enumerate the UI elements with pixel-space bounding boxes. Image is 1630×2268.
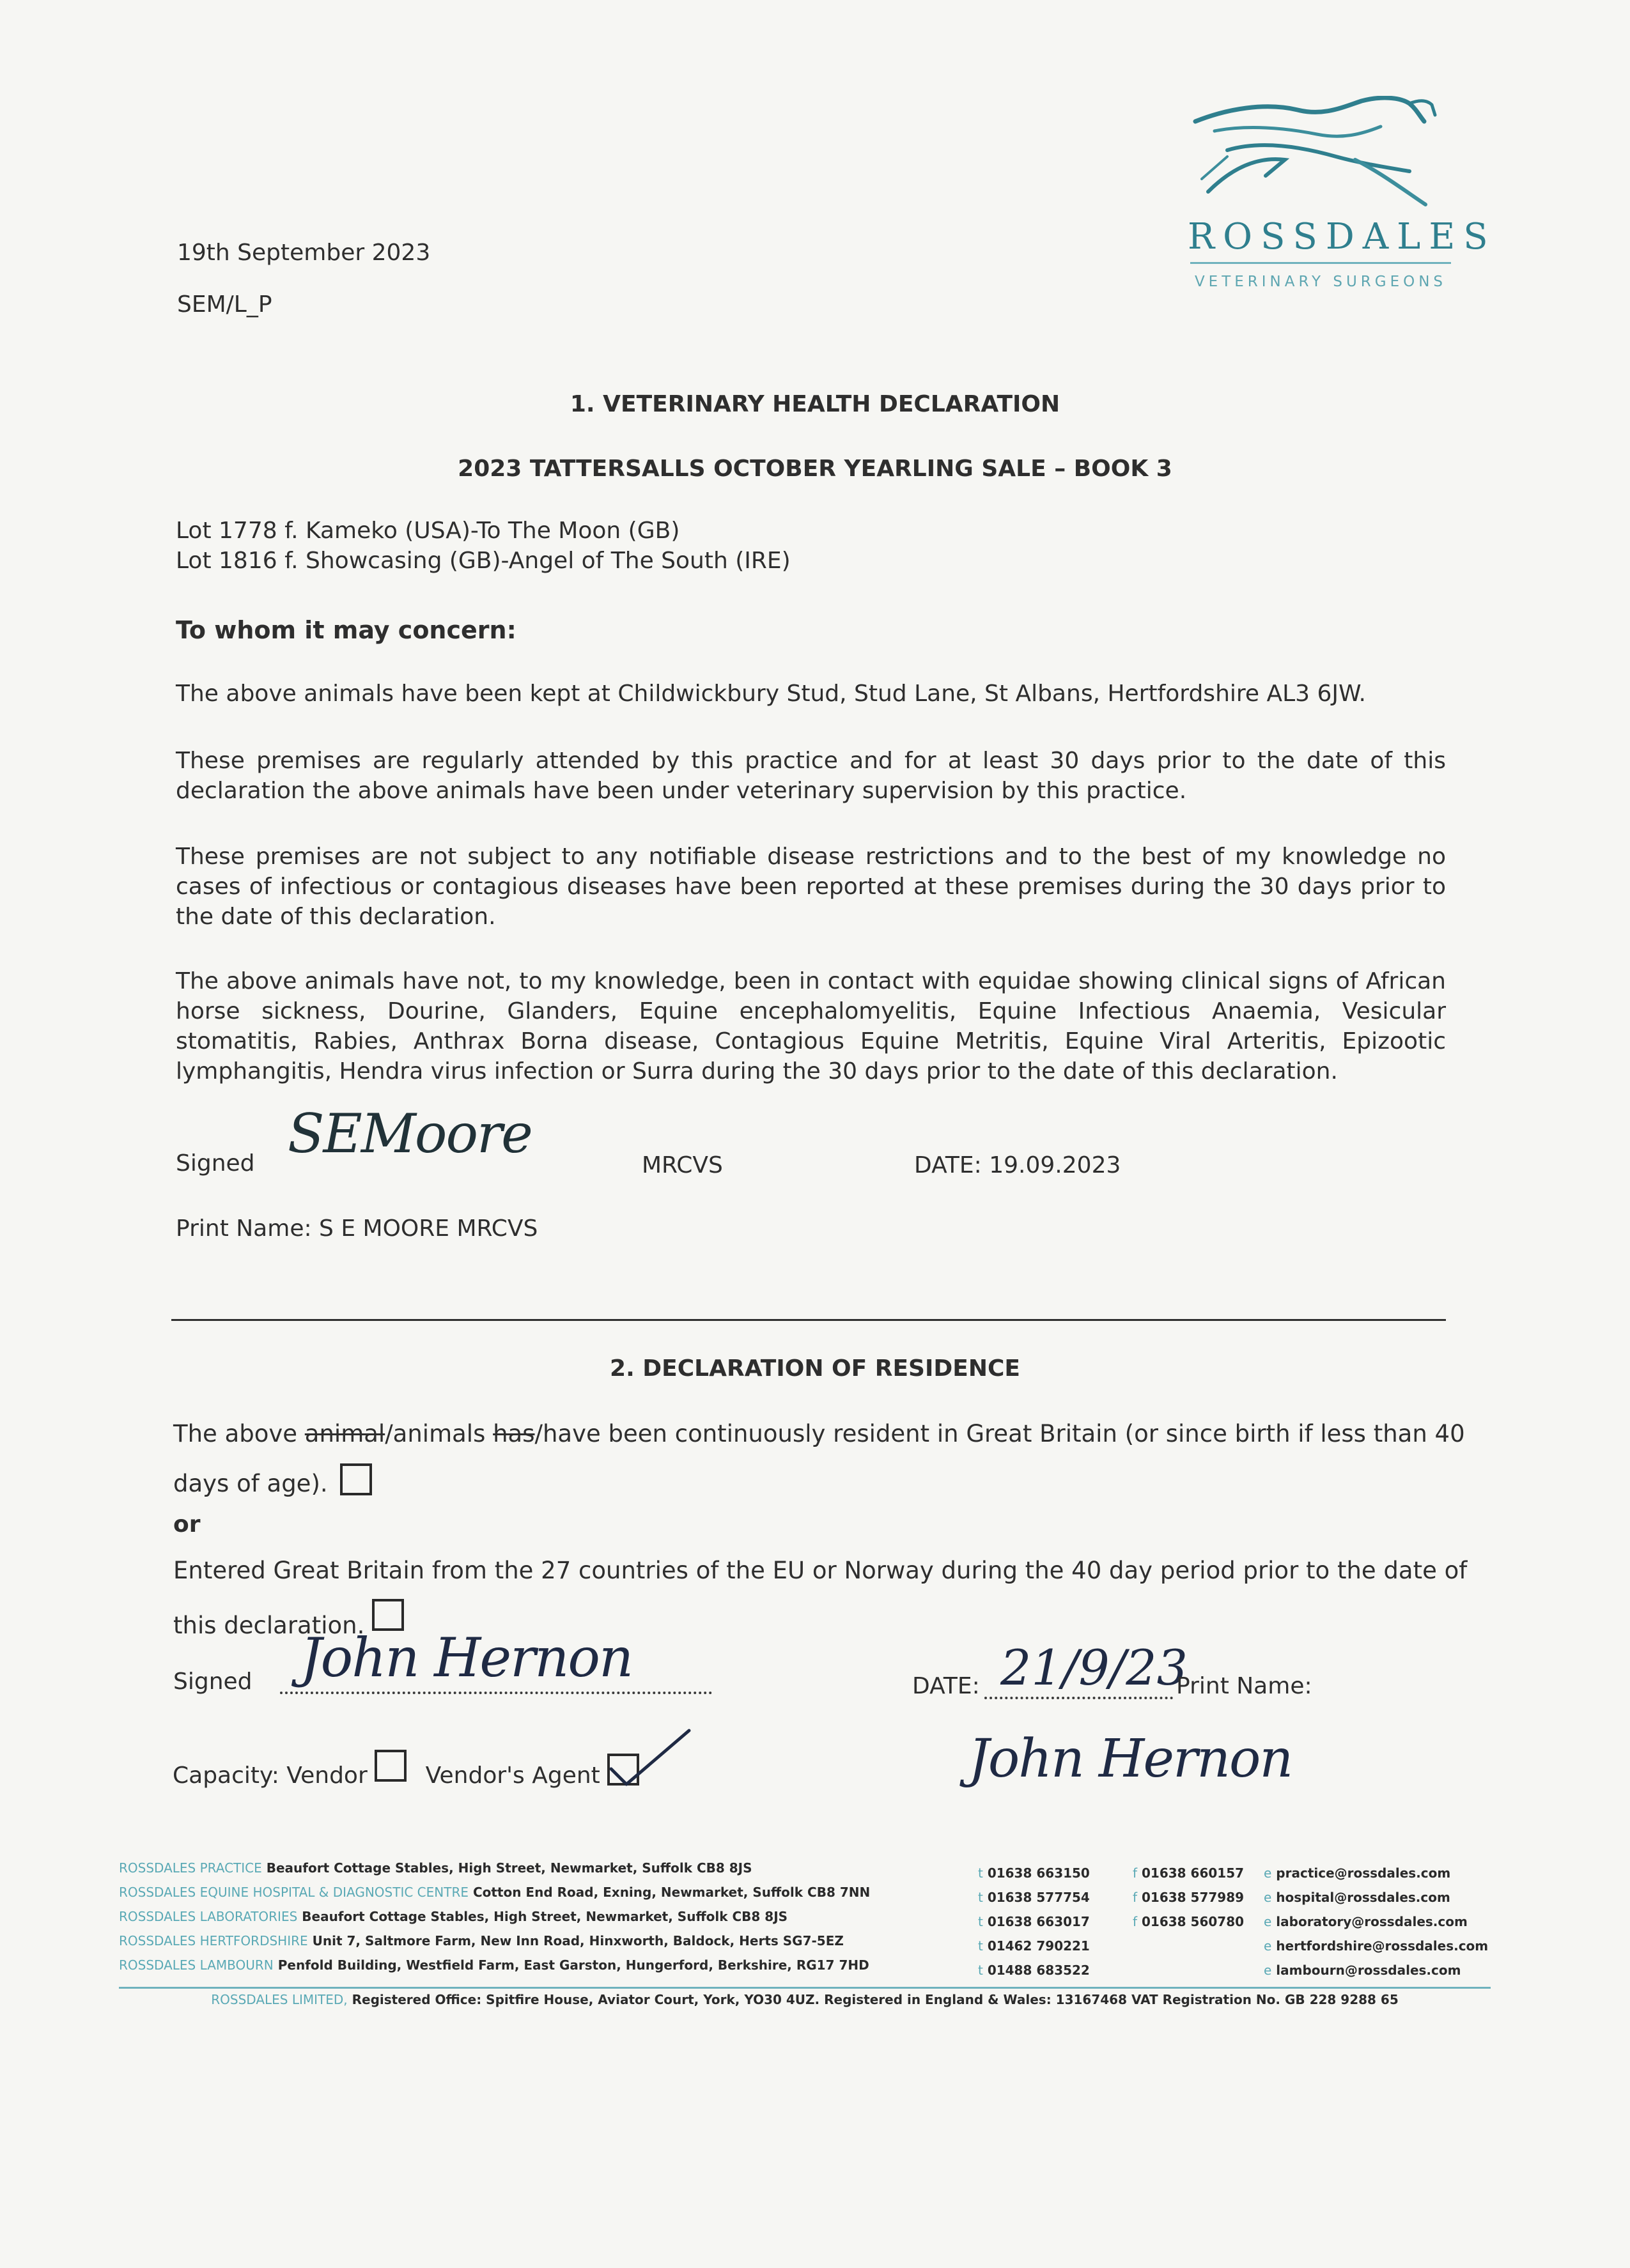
footer-addresses: [119, 1856, 870, 1977]
footer-fax: 01638 577989: [1142, 1890, 1245, 1905]
footer-org: ROSSDALES PRACTICE: [119, 1860, 262, 1876]
signed-label-2: Signed: [173, 1669, 252, 1695]
declaration-date: [914, 1150, 1121, 1180]
footer-row: [119, 1929, 870, 1953]
footer-org: ROSSDALES LAMBOURN: [119, 1957, 274, 1973]
fax-prefix: f: [1133, 1865, 1138, 1881]
footer-faxes: [1133, 1861, 1244, 1934]
paragraph-supervision: These premises are regularly attended by this practice and for at least 30 days prior to the date of this declaration the above animals have been under veterinary supervision by this practice.: [176, 748, 1446, 804]
section1-title: 1. VETERINARY HEALTH DECLARATION: [570, 391, 1060, 417]
footer-row: [119, 1880, 870, 1904]
footer-row: [119, 1904, 870, 1929]
fax-prefix: f: [1133, 1890, 1138, 1905]
footer-fax: 01638 560780: [1142, 1914, 1245, 1929]
tel-prefix: t: [978, 1890, 983, 1905]
capacity-label: Capacity: Vendor: [173, 1763, 368, 1789]
paragraph-diseases: The above animals have not, to my knowledge, been in contact with equidae showing clinical signs of African horse sickness, Dourine, Glanders, Equine encephalomyelitis, Equine Infectious Anaemia, Vesicular stomatitis, Rabies, Anthrax Borna disease, Contagious Equine Metritis, Equine Viral Arteritis, Epizootic lymphangitis, Hendra virus infection or Surra during the 30 days prior to the date of this declaration.: [176, 968, 1446, 1084]
tel-prefix: t: [978, 1963, 983, 1978]
print-name-label-2: Print Name:: [1176, 1673, 1312, 1699]
statement-text: /animals: [385, 1420, 493, 1447]
footer-org: ROSSDALES LABORATORIES: [119, 1909, 298, 1924]
footer-email: hospital@rossdales.com: [1276, 1890, 1450, 1905]
print-name: [176, 1214, 538, 1244]
check-mark-icon: [607, 1718, 697, 1794]
paragraph-restrictions: These premises are not subject to any notifiable disease restrictions and to the best of my knowledge no cases of infectious or contagious diseases have been reported at these premises during the 30 days prior to the date of this declaration.: [176, 844, 1446, 930]
handwritten-print-name: John Hernon: [968, 1729, 1292, 1789]
residence-statement-cont: [173, 1463, 372, 1499]
footer-tel: 01638 663150: [987, 1865, 1090, 1881]
or-label: or: [173, 1511, 201, 1538]
statement-text: days of age).: [173, 1470, 328, 1497]
footer-telephones: [978, 1861, 1090, 1982]
registered-text: Registered Office: Spitfire House, Aviator Court, York, YO30 4UZ. Registered in England & Wales: 13167468 VAT Registration No. GB 228 9288 65: [352, 1992, 1399, 2007]
tel-prefix: t: [978, 1865, 983, 1881]
footer-row: [119, 1856, 870, 1880]
brand-divider: [1190, 262, 1451, 264]
horse-logo-icon: [1189, 96, 1451, 224]
date-label: DATE:: [914, 1152, 982, 1178]
section-divider: [171, 1319, 1446, 1321]
footer-address: Unit 7, Saltmore Farm, New Inn Road, Hinxworth, Baldock, Herts SG7-5EZ: [312, 1933, 844, 1948]
footer-email: practice@rossdales.com: [1276, 1865, 1451, 1881]
footer-email: laboratory@rossdales.com: [1276, 1914, 1468, 1929]
handwritten-date: 21/9/23: [1000, 1639, 1188, 1696]
lot-line: Lot 1778 f. Kameko (USA)-To The Moon (GB): [176, 518, 680, 544]
date-label-2: DATE:: [912, 1673, 980, 1699]
entry-statement: Entered Great Britain from the 27 countries of the EU or Norway during the 40 day period prior to the date of: [173, 1557, 1468, 1584]
statement-text: The above: [173, 1420, 305, 1447]
capacity-row: [173, 1750, 639, 1791]
footer-org: ROSSDALES EQUINE HOSPITAL & DIAGNOSTIC CENTRE: [119, 1885, 469, 1900]
print-name-label: Print Name:: [176, 1215, 312, 1242]
statement-text: this declaration.: [173, 1612, 365, 1639]
agent-checkbox[interactable]: [607, 1754, 639, 1786]
struck-word: has: [493, 1420, 535, 1447]
footer-tel: 01638 577754: [987, 1890, 1090, 1905]
footer-tel: 01462 790221: [987, 1938, 1090, 1954]
tel-prefix: t: [978, 1914, 983, 1929]
date-value: 19.09.2023: [989, 1152, 1121, 1178]
footer-org: ROSSDALES HERTFORDSHIRE: [119, 1933, 308, 1948]
email-prefix: e: [1264, 1938, 1272, 1954]
footer-address: Penfold Building, Westfield Farm, East Garston, Hungerford, Berkshire, RG17 7HD: [277, 1957, 869, 1973]
statement-text: /have been continuously resident in Great Britain (or since birth if less than 40: [534, 1420, 1465, 1447]
brand-name: ROSSDALES: [1188, 216, 1496, 258]
salutation: To whom it may concern:: [176, 616, 516, 644]
email-prefix: e: [1264, 1890, 1272, 1905]
footer-address: Beaufort Cottage Stables, High Street, Newmarket, Suffolk CB8 8JS: [302, 1909, 788, 1924]
footer-email: hertfordshire@rossdales.com: [1276, 1938, 1489, 1954]
email-prefix: e: [1264, 1914, 1272, 1929]
signed-label: Signed: [176, 1150, 255, 1176]
email-prefix: e: [1264, 1963, 1272, 1978]
qualification: MRCVS: [642, 1152, 723, 1178]
footer-row: [119, 1953, 870, 1977]
footer-email: lambourn@rossdales.com: [1276, 1963, 1461, 1978]
footer-tel: 01638 663017: [987, 1914, 1090, 1929]
tel-prefix: t: [978, 1938, 983, 1954]
vendor-checkbox[interactable]: [375, 1750, 407, 1782]
brand-subtitle: VETERINARY SURGEONS: [1194, 274, 1447, 290]
struck-word: animal: [304, 1420, 385, 1447]
print-name-value: S E MOORE MRCVS: [319, 1215, 538, 1242]
footer-tel: 01488 683522: [987, 1963, 1090, 1978]
footer-address: Cotton End Road, Exning, Newmarket, Suffolk CB8 7NN: [472, 1885, 871, 1900]
vendor-signature: John Hernon: [300, 1626, 633, 1689]
footer-emails: [1264, 1861, 1488, 1982]
section2-title: 2. DECLARATION OF RESIDENCE: [610, 1355, 1020, 1382]
paragraph-premises: The above animals have been kept at Childwickbury Stud, Stud Lane, St Albans, Hertfordshire AL3 6JW.: [176, 681, 1366, 707]
agent-label: Vendor's Agent: [425, 1763, 600, 1789]
footer-address: Beaufort Cottage Stables, High Street, Newmarket, Suffolk CB8 8JS: [266, 1860, 752, 1876]
sale-title: 2023 TATTERSALLS OCTOBER YEARLING SALE – BOOK 3: [458, 456, 1172, 482]
footer-fax: 01638 660157: [1142, 1865, 1245, 1881]
lot-line: Lot 1816 f. Showcasing (GB)-Angel of The South (IRE): [176, 548, 791, 574]
registered-name: ROSSDALES LIMITED,: [211, 1992, 348, 2007]
fax-prefix: f: [1133, 1914, 1138, 1929]
email-prefix: e: [1264, 1865, 1272, 1881]
reference-code: SEM/L_P: [177, 291, 272, 318]
letter-date: 19th September 2023: [177, 240, 431, 266]
resident-checkbox[interactable]: [340, 1463, 372, 1495]
registered-office: [119, 1987, 1491, 2012]
residence-statement: [173, 1419, 1465, 1449]
vet-signature: SEMoore: [288, 1102, 532, 1165]
